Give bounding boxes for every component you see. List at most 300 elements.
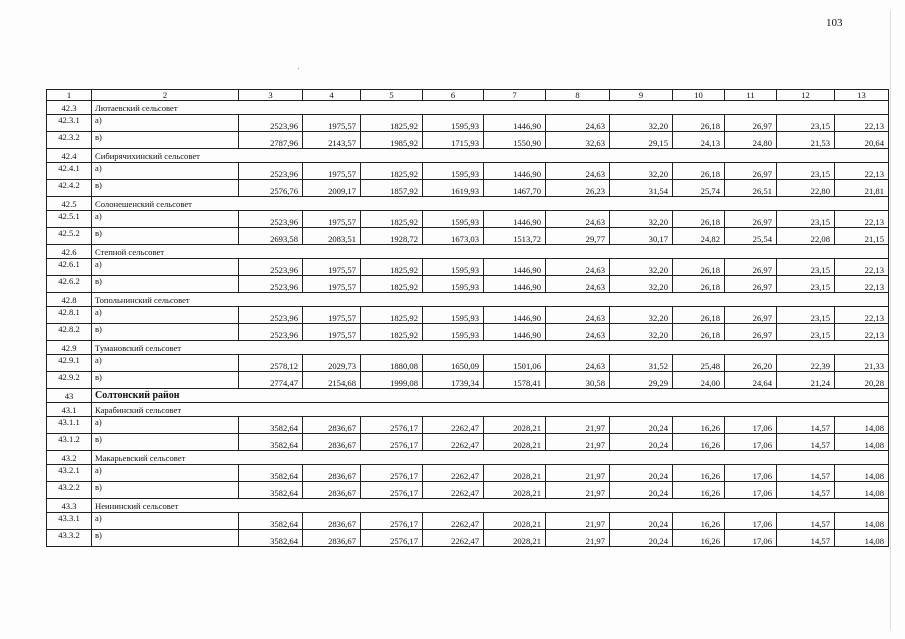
value-cell: 26,18 [673, 211, 725, 228]
row-code: 43.2.2 [47, 482, 92, 499]
row-code: 43.1.2 [47, 434, 92, 451]
value-cell: 2693,58 [239, 228, 303, 245]
table-row [47, 163, 889, 180]
value-cell: 24,63 [546, 324, 610, 341]
value-cell: 24,80 [725, 132, 777, 149]
row-code: 42.3 [47, 101, 92, 115]
value-cell: 21,97 [546, 465, 610, 482]
value-cell: 24,00 [673, 372, 725, 389]
table-row [47, 513, 889, 530]
value-cell: 2028,21 [484, 530, 546, 547]
value-cell: 14,08 [835, 482, 889, 499]
value-cell: 1595,93 [423, 115, 484, 132]
district-row [47, 389, 889, 403]
value-cell: 25,54 [725, 228, 777, 245]
value-cell: 1673,03 [423, 228, 484, 245]
value-cell: 1975,57 [303, 307, 361, 324]
row-subtype: в) [92, 132, 239, 149]
value-cell: 23,15 [777, 211, 835, 228]
value-cell: 26,97 [725, 115, 777, 132]
value-cell: 20,24 [610, 417, 673, 434]
value-cell: 3582,64 [239, 465, 303, 482]
value-cell: 1595,93 [423, 307, 484, 324]
value-cell: 23,15 [777, 324, 835, 341]
value-cell: 17,06 [725, 465, 777, 482]
value-cell: 21,15 [835, 228, 889, 245]
value-cell: 1825,92 [361, 115, 423, 132]
value-cell: 26,97 [725, 307, 777, 324]
table-row [47, 259, 889, 276]
value-cell: 23,15 [777, 307, 835, 324]
value-cell: 21,97 [546, 434, 610, 451]
scan-speck [298, 68, 299, 69]
row-subtype: а) [92, 355, 239, 372]
row-subtype: в) [92, 434, 239, 451]
row-subtype: в) [92, 482, 239, 499]
table-row [47, 211, 889, 228]
value-cell: 1467,70 [484, 180, 546, 197]
row-code: 43.2.1 [47, 465, 92, 482]
value-cell: 2262,47 [423, 465, 484, 482]
value-cell: 1975,57 [303, 211, 361, 228]
row-code: 42.8 [47, 293, 92, 307]
value-cell: 14,57 [777, 434, 835, 451]
value-cell: 2028,21 [484, 513, 546, 530]
section-row [47, 403, 889, 417]
table-row [47, 132, 889, 149]
section-row [47, 101, 889, 115]
value-cell: 24,64 [725, 372, 777, 389]
value-cell: 2576,76 [239, 180, 303, 197]
value-cell: 1501,06 [484, 355, 546, 372]
value-cell: 2523,96 [239, 259, 303, 276]
value-cell: 22,39 [777, 355, 835, 372]
value-cell: 14,57 [777, 465, 835, 482]
section-name: Солонешенский сельсовет [92, 197, 889, 211]
value-cell: 1446,90 [484, 259, 546, 276]
value-cell: 21,97 [546, 417, 610, 434]
table-row [47, 434, 889, 451]
row-code: 43.2 [47, 451, 92, 465]
value-cell: 17,06 [725, 482, 777, 499]
value-cell: 23,15 [777, 259, 835, 276]
value-cell: 2523,96 [239, 163, 303, 180]
value-cell: 1446,90 [484, 115, 546, 132]
value-cell: 16,26 [673, 482, 725, 499]
value-cell: 26,23 [546, 180, 610, 197]
value-cell: 2787,96 [239, 132, 303, 149]
tariff-table [46, 89, 889, 547]
value-cell: 1975,57 [303, 259, 361, 276]
value-cell: 21,24 [777, 372, 835, 389]
section-row [47, 451, 889, 465]
value-cell: 1446,90 [484, 276, 546, 293]
value-cell: 2028,21 [484, 482, 546, 499]
value-cell: 31,52 [610, 355, 673, 372]
row-code: 42.4.2 [47, 180, 92, 197]
value-cell: 2576,17 [361, 513, 423, 530]
value-cell: 2576,17 [361, 465, 423, 482]
value-cell: 1985,92 [361, 132, 423, 149]
section-name: Карабинский сельсовет [92, 403, 889, 417]
value-cell: 17,06 [725, 513, 777, 530]
value-cell: 17,06 [725, 434, 777, 451]
column-header: 9 [610, 90, 673, 101]
value-cell: 26,18 [673, 276, 725, 293]
value-cell: 2576,17 [361, 434, 423, 451]
row-code: 43.1 [47, 403, 92, 417]
value-cell: 14,08 [835, 465, 889, 482]
section-row [47, 499, 889, 513]
value-cell: 1825,92 [361, 307, 423, 324]
section-name: Макарьевский сельсовет [92, 451, 889, 465]
table-row [47, 372, 889, 389]
value-cell: 26,18 [673, 115, 725, 132]
value-cell: 1825,92 [361, 211, 423, 228]
value-cell: 2523,96 [239, 307, 303, 324]
value-cell: 26,18 [673, 307, 725, 324]
value-cell: 2523,96 [239, 115, 303, 132]
value-cell: 24,82 [673, 228, 725, 245]
district-name: Солтонский район [92, 389, 889, 403]
value-cell: 1446,90 [484, 211, 546, 228]
value-cell: 2143,57 [303, 132, 361, 149]
value-cell: 24,63 [546, 355, 610, 372]
row-subtype: а) [92, 417, 239, 434]
section-row [47, 293, 889, 307]
row-subtype: в) [92, 324, 239, 341]
value-cell: 1513,72 [484, 228, 546, 245]
value-cell: 24,63 [546, 163, 610, 180]
value-cell: 14,08 [835, 513, 889, 530]
value-cell: 16,26 [673, 434, 725, 451]
value-cell: 30,17 [610, 228, 673, 245]
value-cell: 20,64 [835, 132, 889, 149]
value-cell: 24,63 [546, 115, 610, 132]
value-cell: 21,97 [546, 530, 610, 547]
value-cell: 1578,41 [484, 372, 546, 389]
row-code: 42.4.1 [47, 163, 92, 180]
value-cell: 1975,57 [303, 163, 361, 180]
table-row [47, 228, 889, 245]
row-subtype: а) [92, 307, 239, 324]
table-row [47, 530, 889, 547]
row-subtype: а) [92, 163, 239, 180]
value-cell: 1857,92 [361, 180, 423, 197]
value-cell: 20,24 [610, 530, 673, 547]
column-header: 7 [484, 90, 546, 101]
page-number: 103 [826, 17, 843, 29]
column-header: 1 [47, 90, 92, 101]
value-cell: 22,08 [777, 228, 835, 245]
value-cell: 1975,57 [303, 115, 361, 132]
value-cell: 21,33 [835, 355, 889, 372]
row-code: 42.6 [47, 245, 92, 259]
value-cell: 32,20 [610, 276, 673, 293]
value-cell: 3582,64 [239, 434, 303, 451]
row-subtype: а) [92, 465, 239, 482]
value-cell: 1975,57 [303, 324, 361, 341]
value-cell: 2028,21 [484, 465, 546, 482]
value-cell: 20,28 [835, 372, 889, 389]
value-cell: 2836,67 [303, 434, 361, 451]
table-row [47, 482, 889, 499]
column-header: 13 [835, 90, 889, 101]
value-cell: 32,20 [610, 307, 673, 324]
value-cell: 26,51 [725, 180, 777, 197]
row-subtype: в) [92, 372, 239, 389]
row-subtype: а) [92, 513, 239, 530]
value-cell: 26,18 [673, 163, 725, 180]
row-code: 43.3.1 [47, 513, 92, 530]
value-cell: 1595,93 [423, 211, 484, 228]
value-cell: 16,26 [673, 513, 725, 530]
value-cell: 1715,93 [423, 132, 484, 149]
value-cell: 20,24 [610, 482, 673, 499]
value-cell: 22,80 [777, 180, 835, 197]
value-cell: 26,18 [673, 259, 725, 276]
value-cell: 2576,17 [361, 482, 423, 499]
row-subtype: а) [92, 259, 239, 276]
column-header: 10 [673, 90, 725, 101]
value-cell: 2576,17 [361, 530, 423, 547]
value-cell: 2028,21 [484, 417, 546, 434]
value-cell: 14,57 [777, 513, 835, 530]
column-header: 6 [423, 90, 484, 101]
value-cell: 22,13 [835, 307, 889, 324]
value-cell: 21,81 [835, 180, 889, 197]
value-cell: 29,15 [610, 132, 673, 149]
value-cell: 26,97 [725, 324, 777, 341]
value-cell: 30,58 [546, 372, 610, 389]
value-cell: 2262,47 [423, 434, 484, 451]
value-cell: 32,20 [610, 163, 673, 180]
value-cell: 14,57 [777, 482, 835, 499]
value-cell: 1595,93 [423, 259, 484, 276]
value-cell: 24,63 [546, 307, 610, 324]
value-cell: 2523,96 [239, 324, 303, 341]
value-cell: 22,13 [835, 211, 889, 228]
value-cell: 22,13 [835, 115, 889, 132]
value-cell: 1595,93 [423, 163, 484, 180]
value-cell: 25,74 [673, 180, 725, 197]
value-cell: 2028,21 [484, 434, 546, 451]
page-edge [890, 10, 891, 630]
value-cell: 22,13 [835, 163, 889, 180]
value-cell: 2154,68 [303, 372, 361, 389]
row-code: 42.8.2 [47, 324, 92, 341]
value-cell: 21,53 [777, 132, 835, 149]
value-cell: 3582,64 [239, 482, 303, 499]
table-body [47, 90, 889, 547]
row-code: 42.5.2 [47, 228, 92, 245]
value-cell: 23,15 [777, 163, 835, 180]
section-name: Степной сельсовет [92, 245, 889, 259]
value-cell: 2029,73 [303, 355, 361, 372]
value-cell: 26,97 [725, 259, 777, 276]
value-cell: 26,97 [725, 276, 777, 293]
value-cell: 1975,57 [303, 276, 361, 293]
value-cell: 1595,93 [423, 276, 484, 293]
value-cell: 2836,67 [303, 530, 361, 547]
value-cell: 2262,47 [423, 482, 484, 499]
value-cell: 2262,47 [423, 513, 484, 530]
column-header: 2 [92, 90, 239, 101]
table-row [47, 115, 889, 132]
value-cell: 24,13 [673, 132, 725, 149]
value-cell: 32,20 [610, 115, 673, 132]
section-name: Сибирячихинский сельсовет [92, 149, 889, 163]
value-cell: 2836,67 [303, 465, 361, 482]
row-code: 43 [47, 389, 92, 403]
value-cell: 2836,67 [303, 417, 361, 434]
value-cell: 2009,17 [303, 180, 361, 197]
value-cell: 2523,96 [239, 211, 303, 228]
value-cell: 14,57 [777, 417, 835, 434]
value-cell: 26,97 [725, 211, 777, 228]
row-subtype: в) [92, 228, 239, 245]
value-cell: 20,24 [610, 465, 673, 482]
row-subtype: в) [92, 530, 239, 547]
value-cell: 17,06 [725, 417, 777, 434]
value-cell: 2262,47 [423, 417, 484, 434]
value-cell: 1825,92 [361, 324, 423, 341]
section-row [47, 149, 889, 163]
table-row [47, 465, 889, 482]
value-cell: 16,26 [673, 417, 725, 434]
row-subtype: а) [92, 211, 239, 228]
value-cell: 2774,47 [239, 372, 303, 389]
table-row [47, 355, 889, 372]
value-cell: 1880,08 [361, 355, 423, 372]
value-cell: 25,48 [673, 355, 725, 372]
value-cell: 16,26 [673, 465, 725, 482]
value-cell: 31,54 [610, 180, 673, 197]
value-cell: 14,08 [835, 417, 889, 434]
row-code: 42.5.1 [47, 211, 92, 228]
column-header: 8 [546, 90, 610, 101]
value-cell: 2083,51 [303, 228, 361, 245]
row-code: 43.1.1 [47, 417, 92, 434]
value-cell: 21,97 [546, 513, 610, 530]
value-cell: 2262,47 [423, 530, 484, 547]
value-cell: 14,57 [777, 530, 835, 547]
section-name: Лютаевский сельсовет [92, 101, 889, 115]
value-cell: 2836,67 [303, 513, 361, 530]
value-cell: 23,15 [777, 276, 835, 293]
value-cell: 22,13 [835, 276, 889, 293]
value-cell: 21,97 [546, 482, 610, 499]
row-code: 42.6.2 [47, 276, 92, 293]
value-cell: 2523,96 [239, 276, 303, 293]
value-cell: 14,08 [835, 434, 889, 451]
value-cell: 3582,64 [239, 530, 303, 547]
value-cell: 1595,93 [423, 324, 484, 341]
value-cell: 16,26 [673, 530, 725, 547]
header-row [47, 90, 889, 101]
value-cell: 3582,64 [239, 417, 303, 434]
value-cell: 1928,72 [361, 228, 423, 245]
row-code: 42.3.1 [47, 115, 92, 132]
value-cell: 29,29 [610, 372, 673, 389]
value-cell: 17,06 [725, 530, 777, 547]
value-cell: 26,20 [725, 355, 777, 372]
value-cell: 3582,64 [239, 513, 303, 530]
value-cell: 32,20 [610, 211, 673, 228]
value-cell: 20,24 [610, 513, 673, 530]
value-cell: 1550,90 [484, 132, 546, 149]
value-cell: 32,20 [610, 259, 673, 276]
table-row [47, 276, 889, 293]
value-cell: 14,08 [835, 530, 889, 547]
value-cell: 22,13 [835, 259, 889, 276]
row-code: 42.9.1 [47, 355, 92, 372]
value-cell: 1446,90 [484, 307, 546, 324]
row-code: 42.5 [47, 197, 92, 211]
row-subtype: а) [92, 115, 239, 132]
value-cell: 24,63 [546, 259, 610, 276]
row-code: 42.3.2 [47, 132, 92, 149]
section-row [47, 245, 889, 259]
row-code: 42.9.2 [47, 372, 92, 389]
section-name: Неининский сельсовет [92, 499, 889, 513]
row-code: 43.3.2 [47, 530, 92, 547]
value-cell: 1650,09 [423, 355, 484, 372]
value-cell: 20,24 [610, 434, 673, 451]
value-cell: 2836,67 [303, 482, 361, 499]
value-cell: 23,15 [777, 115, 835, 132]
section-name: Топольнинский сельсовет [92, 293, 889, 307]
value-cell: 1446,90 [484, 163, 546, 180]
value-cell: 26,18 [673, 324, 725, 341]
table-row [47, 307, 889, 324]
table-row [47, 324, 889, 341]
value-cell: 1619,93 [423, 180, 484, 197]
value-cell: 2576,17 [361, 417, 423, 434]
value-cell: 24,63 [546, 276, 610, 293]
value-cell: 32,20 [610, 324, 673, 341]
row-code: 42.9 [47, 341, 92, 355]
value-cell: 1739,34 [423, 372, 484, 389]
row-subtype: в) [92, 276, 239, 293]
value-cell: 1446,90 [484, 324, 546, 341]
value-cell: 24,63 [546, 211, 610, 228]
row-code: 42.6.1 [47, 259, 92, 276]
value-cell: 29,77 [546, 228, 610, 245]
value-cell: 1825,92 [361, 259, 423, 276]
column-header: 11 [725, 90, 777, 101]
value-cell: 26,97 [725, 163, 777, 180]
value-cell: 32,63 [546, 132, 610, 149]
value-cell: 2578,12 [239, 355, 303, 372]
column-header: 3 [239, 90, 303, 101]
value-cell: 1825,92 [361, 276, 423, 293]
column-header: 4 [303, 90, 361, 101]
section-row [47, 341, 889, 355]
table-row [47, 180, 889, 197]
column-header: 5 [361, 90, 423, 101]
table-row [47, 417, 889, 434]
row-code: 43.3 [47, 499, 92, 513]
value-cell: 1825,92 [361, 163, 423, 180]
section-row [47, 197, 889, 211]
row-code: 42.4 [47, 149, 92, 163]
row-code: 42.8.1 [47, 307, 92, 324]
section-name: Тумановский сельсовет [92, 341, 889, 355]
column-header: 12 [777, 90, 835, 101]
row-subtype: в) [92, 180, 239, 197]
value-cell: 1999,08 [361, 372, 423, 389]
